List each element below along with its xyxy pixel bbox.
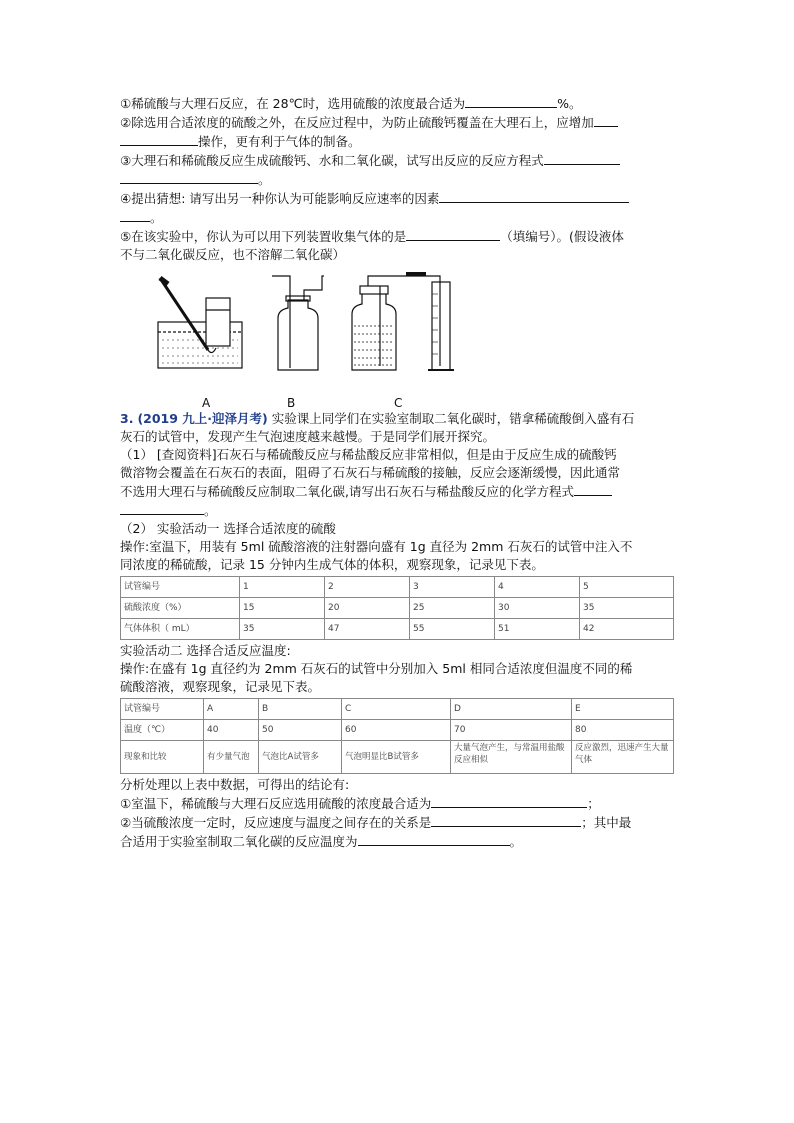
q3-op2-line2: 硫酸溶液，观察现象，记录见下表。 (120, 679, 321, 694)
answer-blank[interactable] (544, 151, 620, 165)
q2-item3-line1: ③大理石和稀硫酸反应生成硫酸钙、水和二氧化碳，试写出反应的反应方程式 (120, 151, 674, 170)
answer-blank[interactable] (574, 482, 612, 496)
q3-part2-heading: （2） 实验活动一 选择合适浓度的硫酸 (120, 521, 336, 536)
q2-item2-line2: 操作，更有利于气体的制备。 (120, 132, 674, 151)
concentration-table (120, 576, 674, 640)
q2-item2-line1: ②除选用合适浓度的硫酸之外，在反应过程中，为防止硫酸钙覆盖在大理石上，应增加 (120, 113, 674, 132)
q2-item3-line2: 。 (120, 170, 674, 189)
figure-label-b: B (287, 396, 296, 410)
q3-part1-line2: 微溶物会覆盖在石灰石的表面，阻碍了石灰石与稀硫酸的接触，反应会逐渐缓慢，因此通常 (120, 465, 621, 480)
answer-blank[interactable] (431, 813, 581, 827)
conclusion-2-line2: 合适用于实验室制取二氧化碳的反应温度为 。 (120, 834, 523, 849)
q3-op2-line1: 操作:在盛有 1g 直径约为 2mm 石灰石的试管中分别加入 5ml 相同合适浓度但温度不同的稀 (120, 661, 633, 676)
q3-op-line2: 同浓度的稀硫酸，记录 15 分钟内生成气体的体积，观察现象，记录见下表。 (120, 557, 544, 572)
answer-blank[interactable] (465, 94, 557, 108)
answer-blank[interactable] (120, 208, 150, 222)
q2-item5-line2: 不与二氧化碳反应，也不溶解二氧化碳） (120, 247, 346, 262)
q3-part1-line1: （1） [查阅资料]石灰石与稀硫酸反应与稀盐酸反应非常相似，但是由于反应生成的硫酸钙 (120, 447, 617, 462)
table-row: 硫酸浓度（%） 15 20 25 30 35 (121, 598, 674, 619)
q2-item1: ①稀硫酸与大理石反应，在 28℃时，选用硫酸的浓度最合适为 %。 (120, 96, 582, 111)
analysis-intro: 分析处理以上表中数据，可得出的结论有: (120, 777, 350, 792)
answer-blank[interactable] (120, 132, 198, 146)
document-page (120, 94, 674, 851)
apparatus-diagram (156, 270, 476, 388)
activity2-heading: 实验活动二 选择合适反应温度: (120, 643, 291, 658)
figure-label-a: A (202, 396, 211, 410)
table-row: 气体体积（ mL） 35 47 55 51 42 (121, 619, 674, 640)
table-row: 现象和比较 有少量气泡 气泡比A试管多 气泡明显比B试管多 大量气泡产生，与常温用盐酸反应相似 反应激烈，迅速产生大量气体 (121, 741, 674, 774)
q2-item5-line1: ⑤在该实验中，你认为可以用下列装置收集气体的是 （填编号）。(假设液体 (120, 229, 624, 244)
answer-blank[interactable] (120, 170, 258, 184)
answer-blank[interactable] (358, 832, 510, 846)
apparatus-b (272, 276, 324, 370)
q3-intro-line2: 灰石的试管中，发现产生气泡速度越来越慢。于是同学们展开探究。 (120, 429, 496, 444)
answer-blank[interactable] (431, 794, 587, 808)
q3-part1-line4: 。 (120, 501, 674, 520)
conclusion-1: ①室温下，稀硫酸与大理石反应选用硫酸的浓度最合适为 ； (120, 796, 600, 811)
q3-part1-line3: 不选用大理石与稀硫酸反应制取二氧化碳,请写出石灰石与稀盐酸反应的化学方程式 (120, 482, 674, 501)
figure-label-c: C (394, 396, 403, 410)
q3-intro-line1: 3. (2019 九上·迎泽月考) 实验课上同学们在实验室制取二氧化碳时，错拿稀硫酸倒入盛有石 (120, 411, 635, 426)
apparatus-figure (120, 270, 674, 412)
table-row: 试管编号 A B C D E (121, 699, 674, 720)
q3-op-line1: 操作:室温下，用装有 5ml 硫酸溶液的注射器向盛有 1g 直径为 2mm 石灰石的试管中注入不 (120, 539, 633, 554)
apparatus-c (352, 274, 454, 370)
answer-blank[interactable] (120, 501, 204, 515)
answer-blank[interactable] (406, 227, 500, 241)
table-row: 试管编号 1 2 3 4 5 (121, 577, 674, 598)
answer-blank[interactable] (439, 189, 629, 203)
conclusion-2: ②当硫酸浓度一定时，反应速度与温度之间存在的关系是 ；其中最 (120, 815, 632, 830)
q2-item4-line2: 。 (120, 208, 674, 227)
apparatus-a (158, 278, 242, 368)
temperature-table (120, 698, 674, 774)
answer-blank[interactable] (594, 113, 618, 127)
table-row: 温度（℃） 40 50 60 70 80 (121, 720, 674, 741)
q2-item4-line1: ④提出猜想: 请写出另一种你认为可能影响反应速率的因素 (120, 189, 674, 208)
